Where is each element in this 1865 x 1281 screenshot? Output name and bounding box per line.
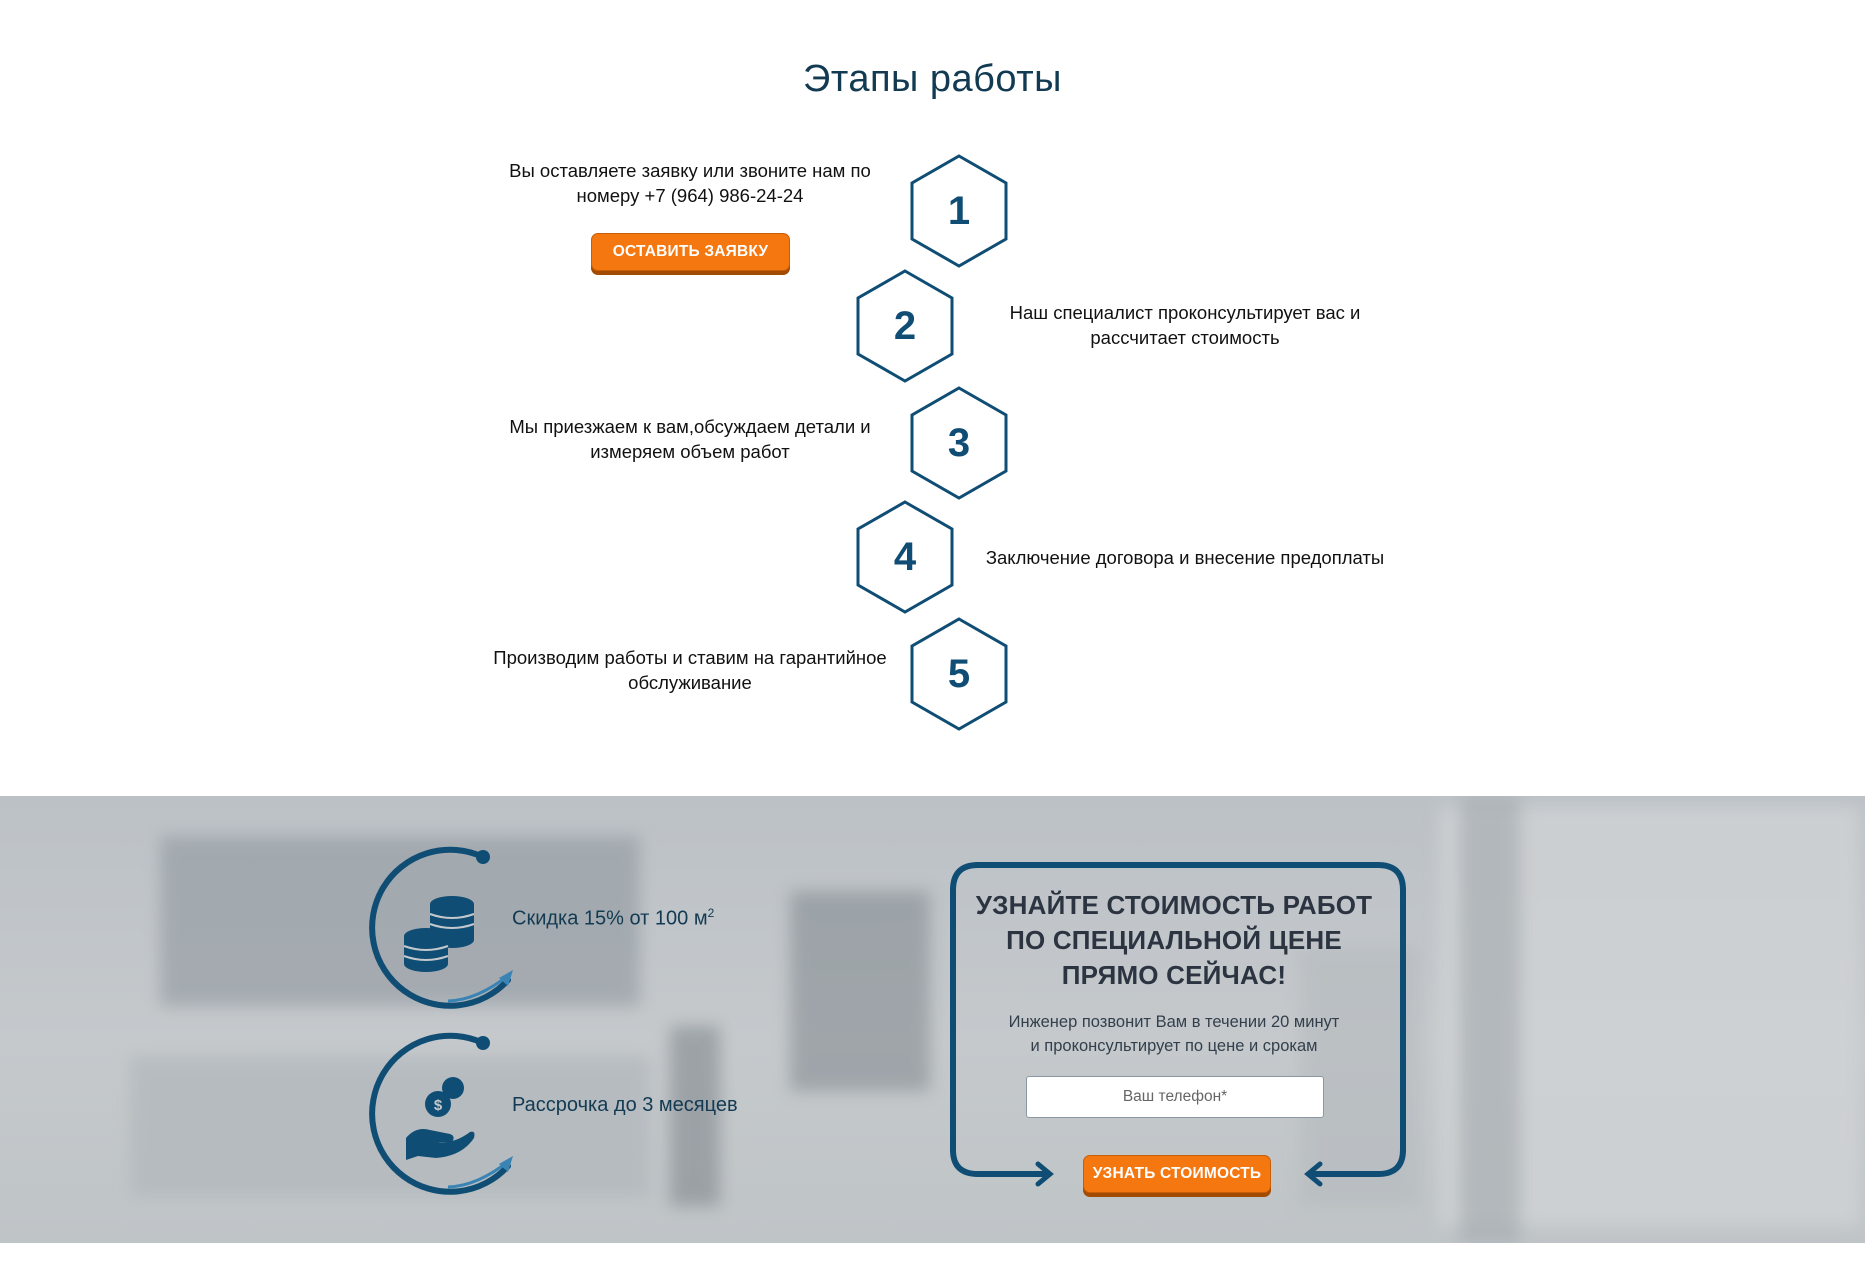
step-4-number: 4 [893,535,917,579]
step-2-text [985,300,1385,350]
form-subtitle-line1: Инженер позвонит Вам в течении 20 минут [1008,1013,1340,1031]
step-2-text-line1: Наш специалист проконсультирует вас и [1009,302,1361,323]
step-3-text-line1: Мы приезжаем к вам,обсуждаем детали и [509,416,871,437]
step-1-text-line1: Вы оставляете заявку или звоните нам по [509,160,871,181]
feature-discount-icon [358,840,518,1010]
form-subtitle [960,1010,1388,1058]
get-price-button[interactable]: УЗНАТЬ СТОИМОСТЬ [1083,1155,1271,1193]
step-1-number: 1 [947,189,971,233]
step-3-number: 3 [947,421,971,465]
step-5-text-line2: обслуживание [628,672,752,693]
step-4-hexagon [854,499,956,615]
background-pillar [1460,796,1520,1243]
step-2-text-line2: рассчитает стоимость [1090,327,1280,348]
background-window [790,891,930,1091]
feature-discount-text [512,906,714,931]
form-title [962,888,1386,993]
step-4-text-line1: Заключение договора и внесение предоплаты [985,547,1385,568]
step-5-hexagon [908,616,1010,732]
step-3-hexagon [908,385,1010,501]
hand-coins-icon [358,1026,518,1196]
form-title-line3: ПРЯМО СЕЙЧАС! [1061,960,1287,990]
feature-installment-icon [358,1026,518,1196]
stages-title: Этапы работы [803,58,1062,100]
step-5-text [470,645,910,695]
form-title-line2: ПО СПЕЦИАЛЬНОЙ ЦЕНЕ [1006,925,1342,955]
form-title-line1: УЗНАЙТЕ СТОИМОСТЬ РАБОТ [975,890,1373,920]
form-subtitle-line2: и проконсультирует по цене и срокам [1030,1037,1318,1055]
step-4-text [968,545,1402,570]
step-2-number: 2 [893,304,917,348]
feature-installment-text [512,1094,738,1117]
feature-discount-superscript: 2 [707,906,715,920]
svg-text:$: $ [433,1097,443,1114]
step-2-hexagon [854,268,956,384]
step-1-text [490,158,890,208]
step-5-text-line1: Производим работы и ставим на гарантийное [493,647,887,668]
step-5-number: 5 [947,652,971,696]
phone-input[interactable] [1026,1076,1324,1118]
feature-installment-label: Рассрочка до 3 месяцев [512,1094,738,1116]
request-button[interactable]: ОСТАВИТЬ ЗАЯВКУ [591,233,790,271]
step-3-text-line2: измеряем объем работ [590,441,790,462]
step-1-text-line2: номеру +7 (964) 986-24-24 [576,185,804,206]
coins-icon [358,840,518,1010]
step-1-hexagon [908,153,1010,269]
step-3-text [490,414,890,464]
promo-section [0,796,1865,1243]
feature-discount-label: Скидка 15% от 100 м [512,907,708,930]
